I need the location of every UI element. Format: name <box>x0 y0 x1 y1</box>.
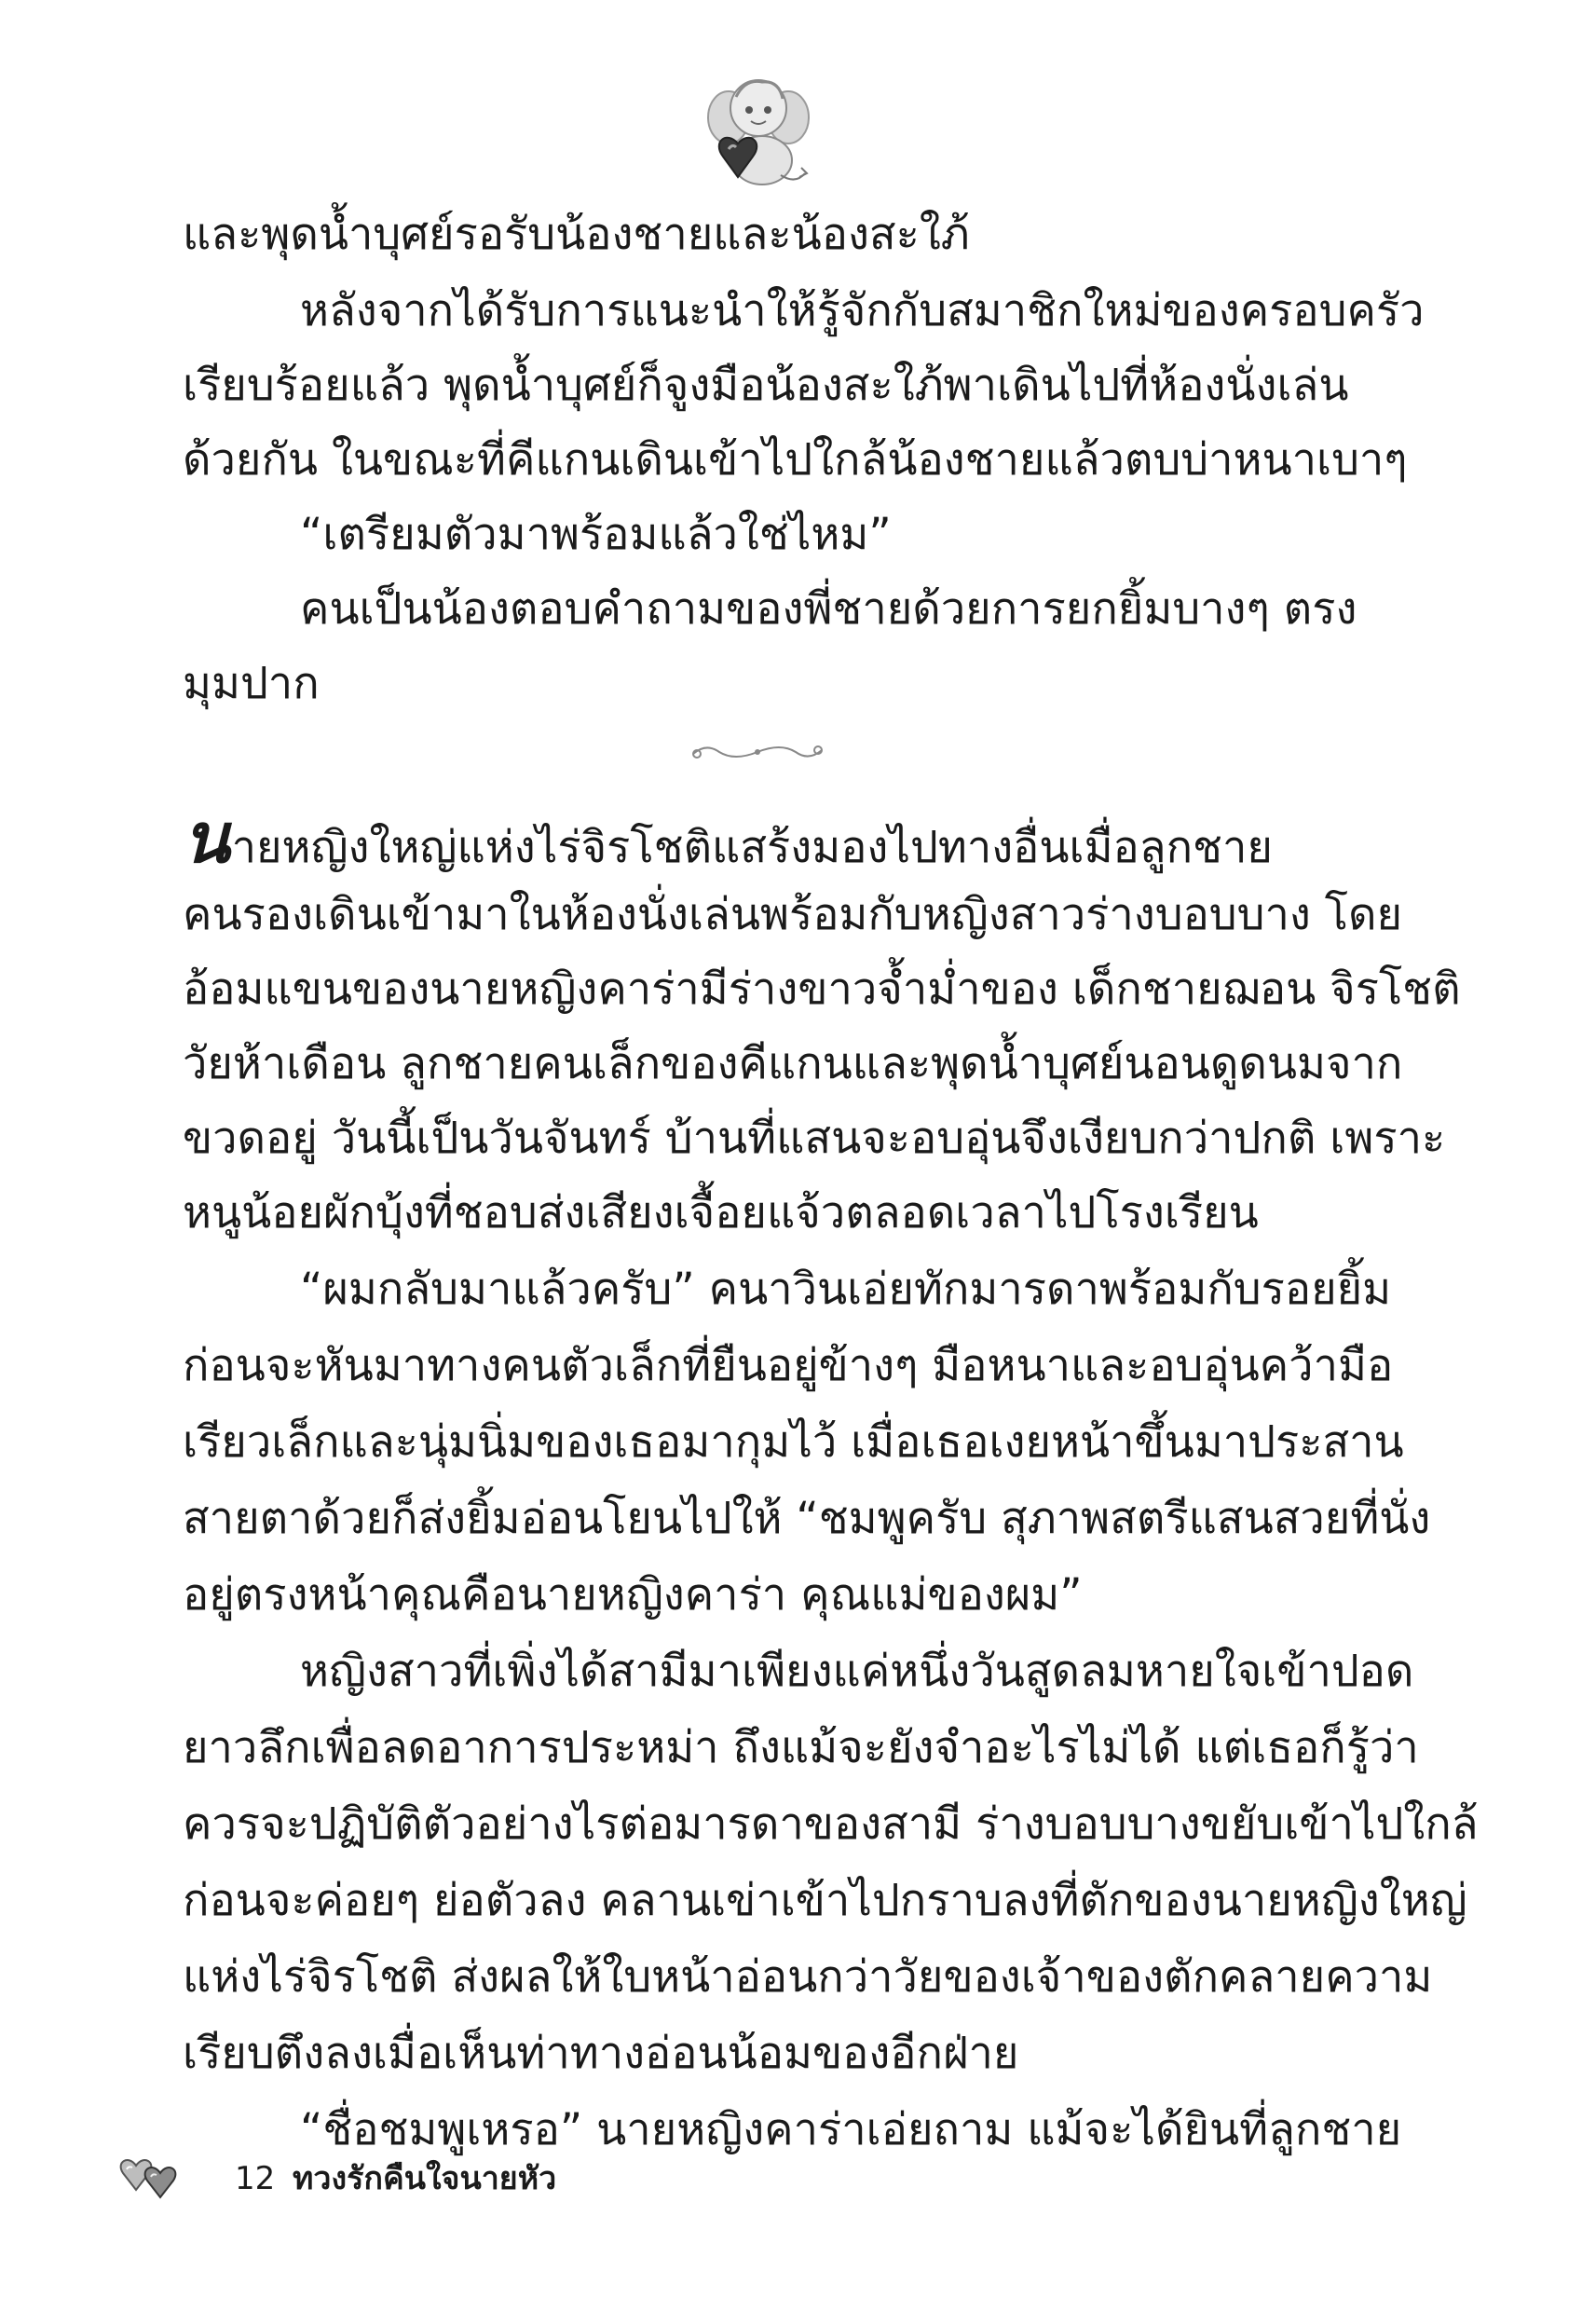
text-line: และพุดน้ำบุศย์รอรับน้องชายและน้องสะใภ้ <box>183 209 970 260</box>
text-line: เรียวเล็กและนุ่มนิ่มของเธอมากุมไว้ เมื่อเธอเงยหน้าขึ้นมาประสาน <box>183 1416 1404 1468</box>
text-line: อ้อมแขนของนายหญิงคาร่ามีร่างขาวจ้ำม่ำของ เด็กชายฌอน จิรโชติ <box>183 964 1461 1015</box>
text-line: คนรองเดินเข้ามาในห้องนั่งเล่นพร้อมกับหญิงสาวร่างบอบบาง โดย <box>183 889 1403 940</box>
book-title: ทวงรักคืนใจนายหัว <box>293 2160 557 2197</box>
cupid-with-heart-icon <box>688 63 827 203</box>
text-line: หนูน้อยผักบุ้งที่ชอบส่งเสียงเจื้อยแจ้วตลอดเวลาไปโรงเรียน <box>183 1187 1259 1238</box>
text-line: หลังจากได้รับการแนะนำให้รู้จักกับสมาชิกใหม่ของครอบครัว <box>300 285 1425 336</box>
text-line: ก่อนจะค่อยๆ ย่อตัวลง คลานเข่าเข้าไปกราบลงที่ตักของนายหญิงใหญ่ <box>183 1875 1467 1926</box>
text-line: ยาวลึกเพื่อลดอาการประหม่า ถึงแม้จะยังจำอะไรไม่ได้ แต่เธอก็รู้ว่า <box>183 1722 1419 1773</box>
scroll-divider-icon <box>688 739 827 767</box>
text-line: ก่อนจะหันมาทางคนตัวเล็กที่ยืนอยู่ข้างๆ มือหนาและอบอุ่นคว้ามือ <box>183 1340 1394 1391</box>
text-line: “ผมกลับมาแล้วครับ” คนาวินเอ่ยทักมารดาพร้อมกับรอยยิ้ม <box>300 1264 1392 1315</box>
text-line: ขวดอยู่ วันนี้เป็นวันจันทร์ บ้านที่แสนจะอบอุ่นจึงเงียบกว่าปกติ เพราะ <box>183 1113 1446 1164</box>
two-hearts-icon <box>112 2153 190 2205</box>
text-section-bottom <box>183 799 1479 2155</box>
text-line: ด้วยกัน ในขณะที่คีแกนเดินเข้าไปใกล้น้องชายแล้วตบบ่าหนาเบาๆ <box>183 434 1408 485</box>
text-line: มุมปาก <box>183 658 320 709</box>
text-line-first <box>183 799 1273 879</box>
text-line-rest: ายหญิงใหญ่แห่งไร่จิรโชติแสร้งมองไปทางอื่นเมื่อลูกชาย <box>231 822 1273 873</box>
text-line: เรียบร้อยแล้ว พุดน้ำบุศย์ก็จูงมือน้องสะใภ้พาเดินไปที่ห้องนั่งเล่น <box>183 360 1349 411</box>
text-line: วัยห้าเดือน ลูกชายคนเล็กของคีแกนและพุดน้ำบุศย์นอนดูดนมจาก <box>183 1038 1403 1089</box>
text-line: แห่งไร่จิรโชติ ส่งผลให้ใบหน้าอ่อนกว่าวัยของเจ้าของตักคลายความ <box>183 1951 1433 2003</box>
page-number: 12 <box>235 2160 276 2197</box>
text-line: ควรจะปฏิบัติตัวอย่างไรต่อมารดาของสามี ร่างบอบบางขยับเข้าไปใกล้ <box>183 1798 1479 1850</box>
text-line: หญิงสาวที่เพิ่งได้สามีมาเพียงแค่หนึ่งวันสูดลมหายใจเข้าปอด <box>300 1646 1414 1697</box>
text-line: สายตาด้วยก็ส่งยิ้มอ่อนโยนไปให้ “ชมพูครับ สุภาพสตรีแสนสวยที่นั่ง <box>183 1493 1431 1544</box>
text-line: อยู่ตรงหน้าคุณคือนายหญิงคาร่า คุณแม่ของผม” <box>183 1569 1083 1620</box>
text-line: “ชื่อชมพูเหรอ” นายหญิงคาร่าเอ่ยถาม แม้จะได้ยินที่ลูกชาย <box>300 2104 1402 2155</box>
text-line: “เตรียมตัวมาพร้อมแล้วใช่ไหม” <box>300 509 892 560</box>
text-line: เรียบตึงลงเมื่อเห็นท่าทางอ่อนน้อมของอีกฝ่าย <box>183 2028 1019 2079</box>
drop-cap: น <box>183 799 230 879</box>
text-line: คนเป็นน้องตอบคำถามของพี่ชายด้วยการยกยิ้มบางๆ ตรง <box>300 583 1357 635</box>
text-section-top <box>183 207 1425 709</box>
